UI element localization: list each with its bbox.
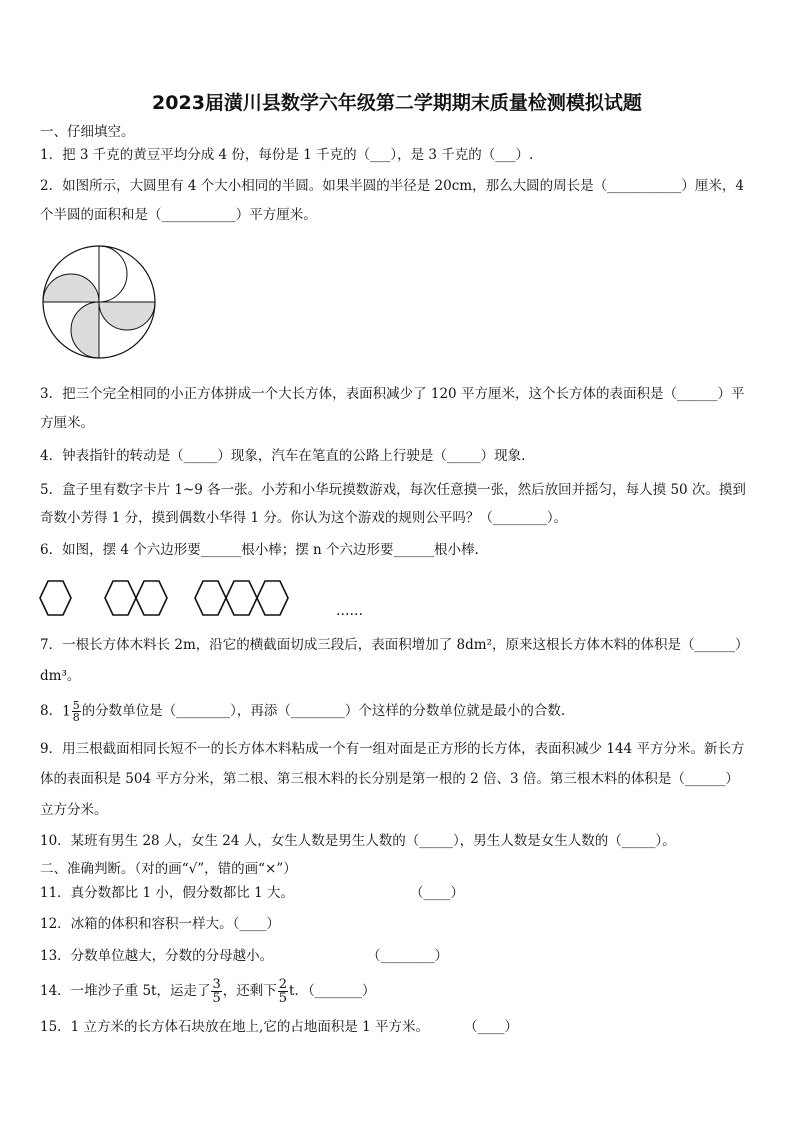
- q14-fraction-1: [211, 978, 221, 1005]
- q8-numerator: 5: [72, 699, 80, 712]
- hexagon-2a: [105, 581, 136, 615]
- question-11: 11．真分数都比 1 小，假分数都比 1 大。: [40, 885, 295, 901]
- q14-fraction-2: [278, 978, 288, 1005]
- question-3-line-1: 3．把三个完全相同的小正方体拼成一个大长方体，表面积减少了 120 平方厘米，这个长方体的表面积是（______）平: [40, 386, 745, 402]
- question-14: [40, 975, 375, 1007]
- question-3-line-2: 方厘米。: [40, 415, 94, 431]
- q14-denominator-1: 5: [212, 991, 221, 1006]
- question-5-line-2: 奇数小芳得 1 分，摸到偶数小华得 1 分。你认为这个游戏的规则公平吗？（________）。: [40, 510, 568, 526]
- q8-denominator: 8: [72, 711, 80, 724]
- question-11-blank: （____）: [410, 885, 464, 901]
- hexagon-3c: [257, 581, 288, 615]
- hexagon-1: [40, 581, 71, 615]
- semicircle-right: [99, 302, 155, 330]
- question-2-line-2: 个半圆的面积和是（___________）平方厘米。: [40, 207, 317, 223]
- question-7-line-1: 7．一根长方体木料长 2m，沿它的横截面切成三段后，表面积增加了 8dm²，原来这根长方体木料的体积是（______）: [40, 637, 749, 653]
- q8-text: 的分数单位是（________），再添（________）个这样的分数单位就是最小的合数.: [81, 703, 566, 719]
- hexagon-2b: [136, 581, 167, 615]
- question-9-line-1: 9．用三根截面相同长短不一的长方体木料粘成一个有一组对面是正方形的长方体，表面积减少 144 平方分米。新长方: [40, 741, 745, 757]
- question-2-line-1: 2．如图所示，大圆里有 4 个大小相同的半圆。如果半圆的半径是 20cm，那么大圆的周长是（___________）厘米，4: [40, 178, 744, 194]
- hexagon-3b: [226, 581, 257, 615]
- q14-numerator-2: 2: [278, 977, 288, 992]
- q8-whole: 1: [62, 703, 71, 720]
- semicircle-top: [99, 246, 127, 302]
- question-7-line-2: dm³。: [40, 668, 81, 684]
- ellipsis-dots: ……: [336, 603, 363, 619]
- hexagon-figures: [38, 578, 298, 618]
- question-15: 15．1 立方米的长方体石块放在地上,它的占地面积是 1 平方米。: [40, 1019, 430, 1035]
- question-12: 12．冰箱的体积和容积一样大。（____）: [40, 916, 280, 932]
- section-judgement: 二、准确判断。（对的画“√”，错的画“×”）: [40, 861, 297, 877]
- question-8: [40, 697, 565, 726]
- question-15-blank: （____）: [464, 1019, 518, 1035]
- question-13-blank: （________）: [367, 948, 448, 964]
- question-9-line-2: 体的表面积是 504 平方分米，第二根、第三根木料的长分别是第一根的 2 倍、3 倍。第三根木料的体积是（______）: [40, 771, 739, 787]
- section-fill-in: 一、仔细填空。: [40, 124, 135, 140]
- question-6: 6．如图，摆 4 个六边形要______根小棒；摆 n 个六边形要______根小棒.: [40, 542, 479, 558]
- q8-number: 8．: [40, 703, 63, 719]
- question-5-line-1: 5．盒子里有数字卡片 1~9 各一张。小芳和小华玩摸数游戏，每次任意摸一张，然后放回并摇匀，每人摸 50 次。摸到: [40, 482, 746, 498]
- question-9-line-3: 立方分米。: [40, 802, 108, 818]
- question-4: 4．钟表指针的转动是（_____）现象，汽车在笔直的公路上行驶是（_____）现象.: [40, 448, 526, 464]
- question-10: 10．某班有男生 28 人，女生 24 人，女生人数是男生人数的（_____），男生人数是女生人数的（_____）。: [40, 833, 676, 849]
- semicircle-left: [43, 274, 99, 302]
- q14-text-2: ，还剩下: [222, 983, 277, 999]
- q14-numerator-1: 3: [212, 977, 221, 992]
- question-13: 13．分数单位越大，分数的分母越小。: [40, 948, 274, 964]
- page-title: 2023届潢川县数学六年级第二学期期末质量检测模拟试题: [152, 92, 642, 114]
- q14-text-1: 14．一堆沙子重 5t，运走了: [40, 983, 211, 999]
- q14-denominator-2: 5: [278, 991, 288, 1006]
- q14-text-3: t．（_______）: [289, 983, 376, 999]
- question-1: 1．把 3 千克的黄豆平均分成 4 份，每份是 1 千克的（___），是 3 千克的（___）.: [40, 147, 534, 163]
- hexagon-3a: [195, 581, 226, 615]
- circle-semicircles-figure: [40, 243, 158, 361]
- semicircle-bottom: [71, 302, 99, 358]
- q8-fraction: [72, 700, 81, 723]
